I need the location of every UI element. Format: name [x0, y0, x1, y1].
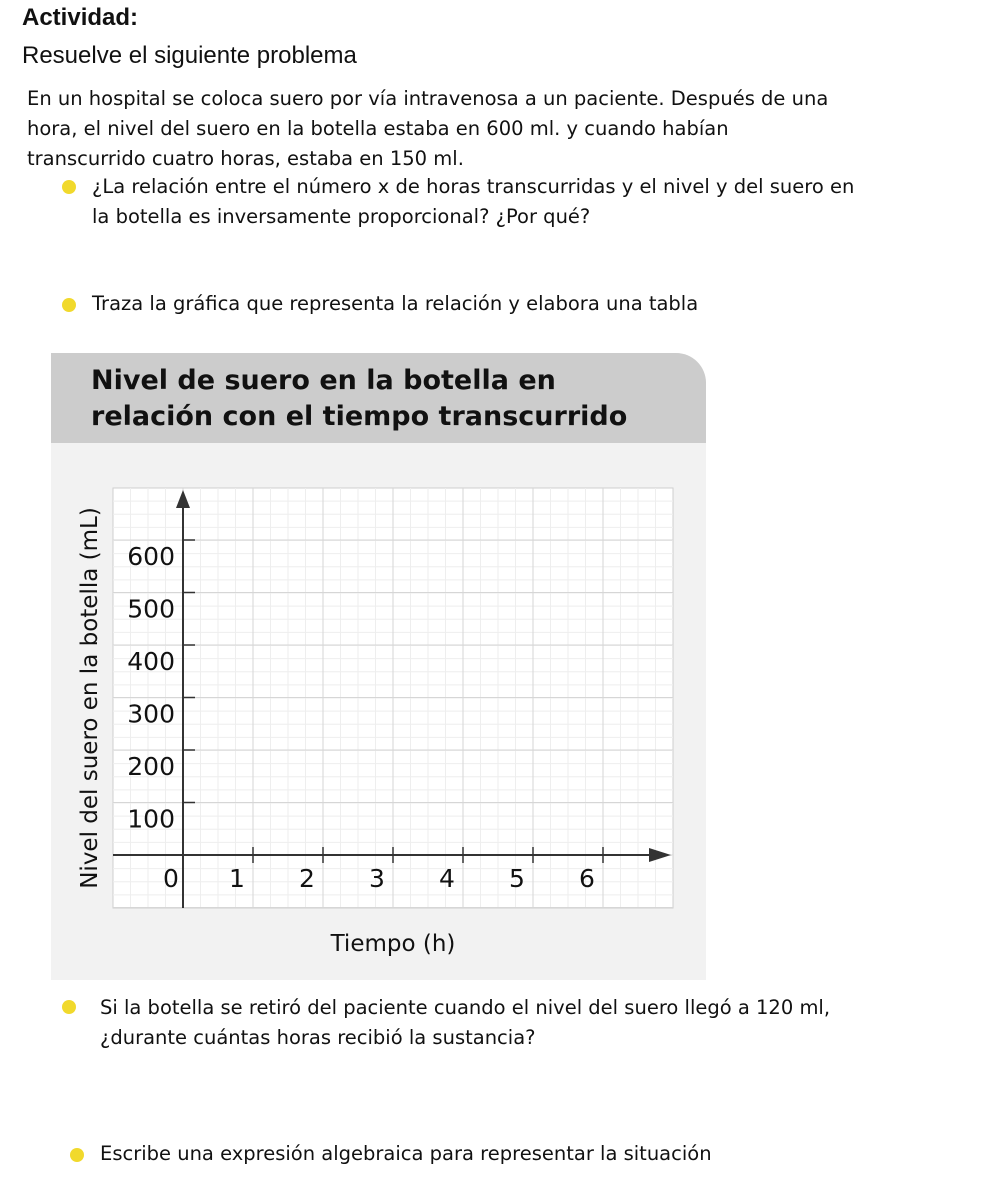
- question-1-line2: la botella es inversamente proporcional? ¿Por qué?: [92, 205, 591, 228]
- x-tick-label: 5: [509, 864, 525, 893]
- x-tick-label: 2: [299, 864, 315, 893]
- activity-heading: Actividad:: [22, 4, 139, 31]
- question-3-line1: Si la botella se retiró del paciente cuando el nivel del suero llegó a 120 ml,: [100, 996, 831, 1019]
- y-tick-label: 600: [127, 542, 175, 571]
- problem-line: hora, el nivel del suero en la botella estaba en 600 ml. y cuando habían: [27, 117, 729, 140]
- x-tick-label: 0: [163, 864, 179, 893]
- chart-plot: [51, 353, 706, 980]
- y-tick-label: 400: [127, 647, 175, 676]
- chart-card: [51, 353, 706, 980]
- x-tick-label: 6: [579, 864, 595, 893]
- x-tick-label: 1: [229, 864, 245, 893]
- question-4: Escribe una expresión algebraica para representar la situación: [100, 1142, 712, 1165]
- question-3: [100, 993, 990, 1053]
- problem-line: transcurrido cuatro horas, estaba en 150 ml.: [27, 147, 464, 170]
- y-tick-label: 500: [127, 594, 175, 624]
- x-axis-title: Tiempo (h): [330, 931, 456, 957]
- problem-line: En un hospital se coloca suero por vía intravenosa a un paciente. Después de una: [27, 87, 829, 110]
- question-1-line1: ¿La relación entre el número x de horas transcurridas y el nivel y del suero en: [92, 175, 855, 198]
- chart-title-line2: relación con el tiempo transcurrido: [91, 401, 628, 432]
- question-1: [92, 172, 982, 232]
- x-tick-label: 3: [369, 864, 385, 893]
- activity-subheading: Resuelve el siguiente problema: [22, 42, 357, 69]
- problem-statement: [27, 84, 967, 174]
- x-tick-label: 4: [439, 864, 455, 893]
- y-tick-label: 200: [127, 752, 175, 781]
- bullet-icon: [62, 180, 76, 194]
- bullet-icon: [70, 1148, 84, 1162]
- bullet-icon: [62, 298, 76, 312]
- chart-title-line1: Nivel de suero en la botella en: [91, 365, 556, 396]
- y-tick-label: 100: [127, 804, 175, 834]
- question-3-line2: ¿durante cuántas horas recibió la sustancia?: [100, 1026, 536, 1049]
- question-2: Traza la gráfica que representa la relación y elabora una tabla: [92, 292, 699, 315]
- bullet-icon: [62, 1000, 76, 1014]
- y-axis-title: Nivel del suero en la botella (mL): [77, 507, 103, 889]
- y-tick-label: 300: [127, 699, 175, 729]
